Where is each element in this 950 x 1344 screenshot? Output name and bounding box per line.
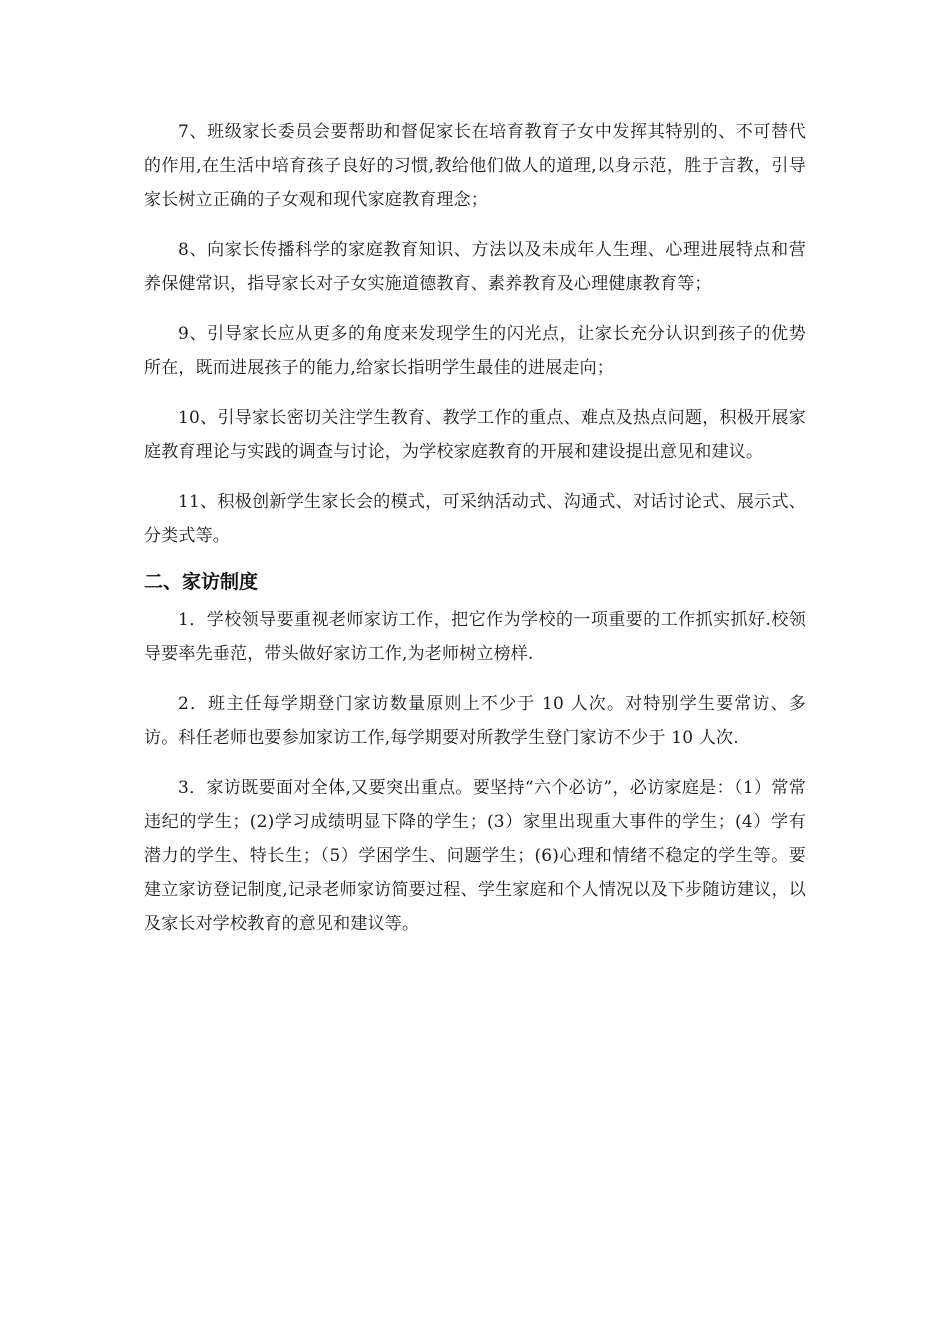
paragraph-item-10: 10、引导家长密切关注学生教育、教学工作的重点、难点及热点问题，积极开展家庭教育理论与实践的调查与讨论，为学校家庭教育的开展和建设提出意见和建议。 — [144, 408, 806, 462]
paragraph-home-visit-3: 3．家访既要面对全体,又要突出重点。要坚持“六个必访”，必访家庭是：（1）常常违纪的学生；(2)学习成绩明显下降的学生；(3）家里出现重大事件的学生；(4）学有潜力的学生、特长生；（5）学困学生、问题学生；(6)心理和情绪不稳定的学生等。要建立家访登记制度,记录老师家访简要过程、学生家庭和个人情况以及下步随访建议，以及家长对学校教育的意见和建议等。 — [144, 778, 806, 934]
paragraph-home-visit-2: 2．班主任每学期登门家访数量原则上不少于 10 人次。对特别学生要常访、多访。科任老师也要参加家访工作,每学期要对所教学生登门家访不少于 10 人次. — [144, 694, 806, 748]
paragraph-item-7: 7、班级家长委员会要帮助和督促家长在培育教育子女中发挥其特别的、不可替代的作用,在生活中培育孩子良好的习惯,教给他们做人的道理,以身示范，胜于言教，引导家长树立正确的子女观和现代家庭教育理念； — [144, 122, 806, 210]
paragraph-item-8: 8、向家长传播科学的家庭教育知识、方法以及未成年人生理、心理进展特点和营养保健常识，指导家长对子女实施道德教育、素养教育及心理健康教育等； — [144, 240, 806, 294]
paragraph-item-11: 11、积极创新学生家长会的模式，可采纳活动式、沟通式、对话讨论式、展示式、分类式等。 — [144, 492, 806, 546]
document-page — [144, 115, 806, 957]
paragraph-home-visit-1: 1．学校领导要重视老师家访工作，把它作为学校的一项重要的工作抓实抓好.校领导要率先垂范，带头做好家访工作,为老师树立榜样. — [144, 610, 806, 664]
paragraph-item-9: 9、引导家长应从更多的角度来发现学生的闪光点，让家长充分认识到孩子的优势所在，既而进展孩子的能力,给家长指明学生最佳的进展走向； — [144, 324, 806, 378]
section-heading-home-visit: 二、家访制度 — [144, 571, 259, 593]
